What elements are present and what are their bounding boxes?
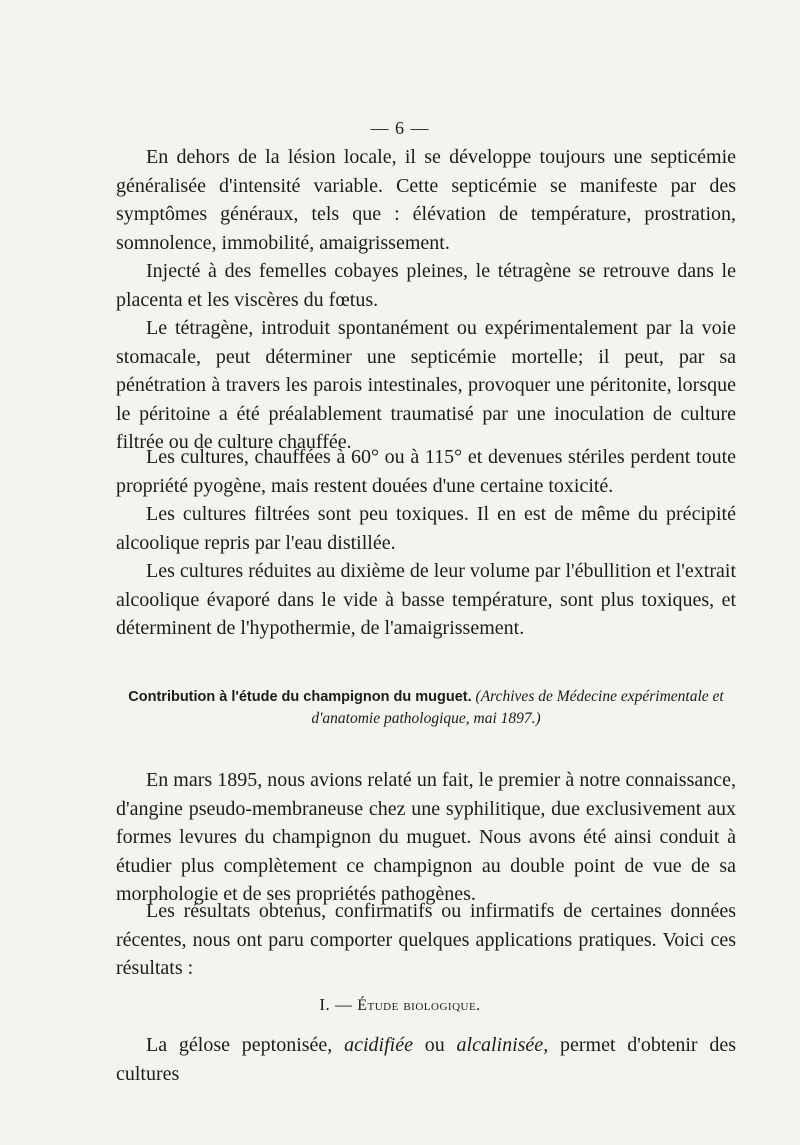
- gelose-text-start: La gélose peptonisée,: [146, 1034, 333, 1056]
- paragraph-cultures-reduites: Les cultures réduites au dixième de leur volume par l'ébullition et l'extrait alcoolique évaporé dans le vide à basse température, sont plus toxiques, et déterminent de l'hypothermie, de l'amaigrissement.: [116, 560, 736, 639]
- section-number: I. —: [319, 995, 353, 1014]
- article-title: Contribution à l'étude du champignon du muguet.: [128, 689, 472, 705]
- gelose-text-end: permet d'obtenir des cultures: [116, 1034, 737, 1085]
- paragraph-septicemie: En dehors de la lésion locale, il se développe toujours une septicémie généralisée d'intensité variable. Cette septicémie se manifeste par des symptômes généraux, tels que : élévation de température, prostration, somnolence, immobilité, amaigrissement.: [116, 146, 736, 254]
- section-name: Étude biologique.: [357, 997, 481, 1014]
- gelose-italic-acidifiee: acidifiée: [344, 1034, 413, 1056]
- article-heading: [116, 686, 736, 730]
- paragraph-cultures-filtrees: Les cultures filtrées sont peu toxiques. Il en est de même du précipité alcoolique repris par l'eau distillée.: [116, 503, 736, 554]
- paragraph-gelose: [116, 1031, 736, 1088]
- paragraph-cultures-chauffees: Les cultures, chauffées à 60° ou à 115° et devenues stériles perdent toute propriété pyogène, mais restent douées d'une certaine toxicité.: [116, 446, 736, 497]
- gelose-italic-alcalinisee: alcalinisée,: [456, 1034, 549, 1056]
- paragraph-mars-1895: En mars 1895, nous avions relaté un fait, le premier à notre connaissance, d'angine pseudo-membraneuse chez une syphilitique, due exclusivement aux formes levures du champignon du muguet. Nous avons été ainsi conduit à étudier plus complètement ce champignon au double point de vue de sa morphologie et de ses propriétés pathogènes.: [116, 769, 736, 905]
- paragraph-resultats: Les résultats obtenus, confirmatifs ou infirmatifs de certaines données récentes, nous ont paru comporter quelques applications pratiques. Voici ces résultats :: [116, 900, 736, 979]
- paragraph-cobayes: Injecté à des femelles cobayes pleines, le tétragène se retrouve dans le placenta et les viscères du fœtus.: [116, 260, 736, 311]
- page-number: — 6 —: [370, 118, 430, 138]
- article-source: (Archives de Médecine expérimentale et d'anatomie pathologique, mai 1897.): [311, 688, 724, 727]
- gelose-text-middle: ou: [424, 1034, 445, 1056]
- section-title: [0, 995, 800, 1015]
- paragraph-tetragene-voie-stomacale: Le tétragène, introduit spontanément ou expérimentalement par la voie stomacale, peut déterminer une septicémie mortelle; il peut, par sa pénétration à travers les parois intestinales, provoquer une péritonite, lorsque le péritoine a été préalablement traumatisé par une inoculation de culture filtrée ou de culture chauffée.: [116, 317, 736, 453]
